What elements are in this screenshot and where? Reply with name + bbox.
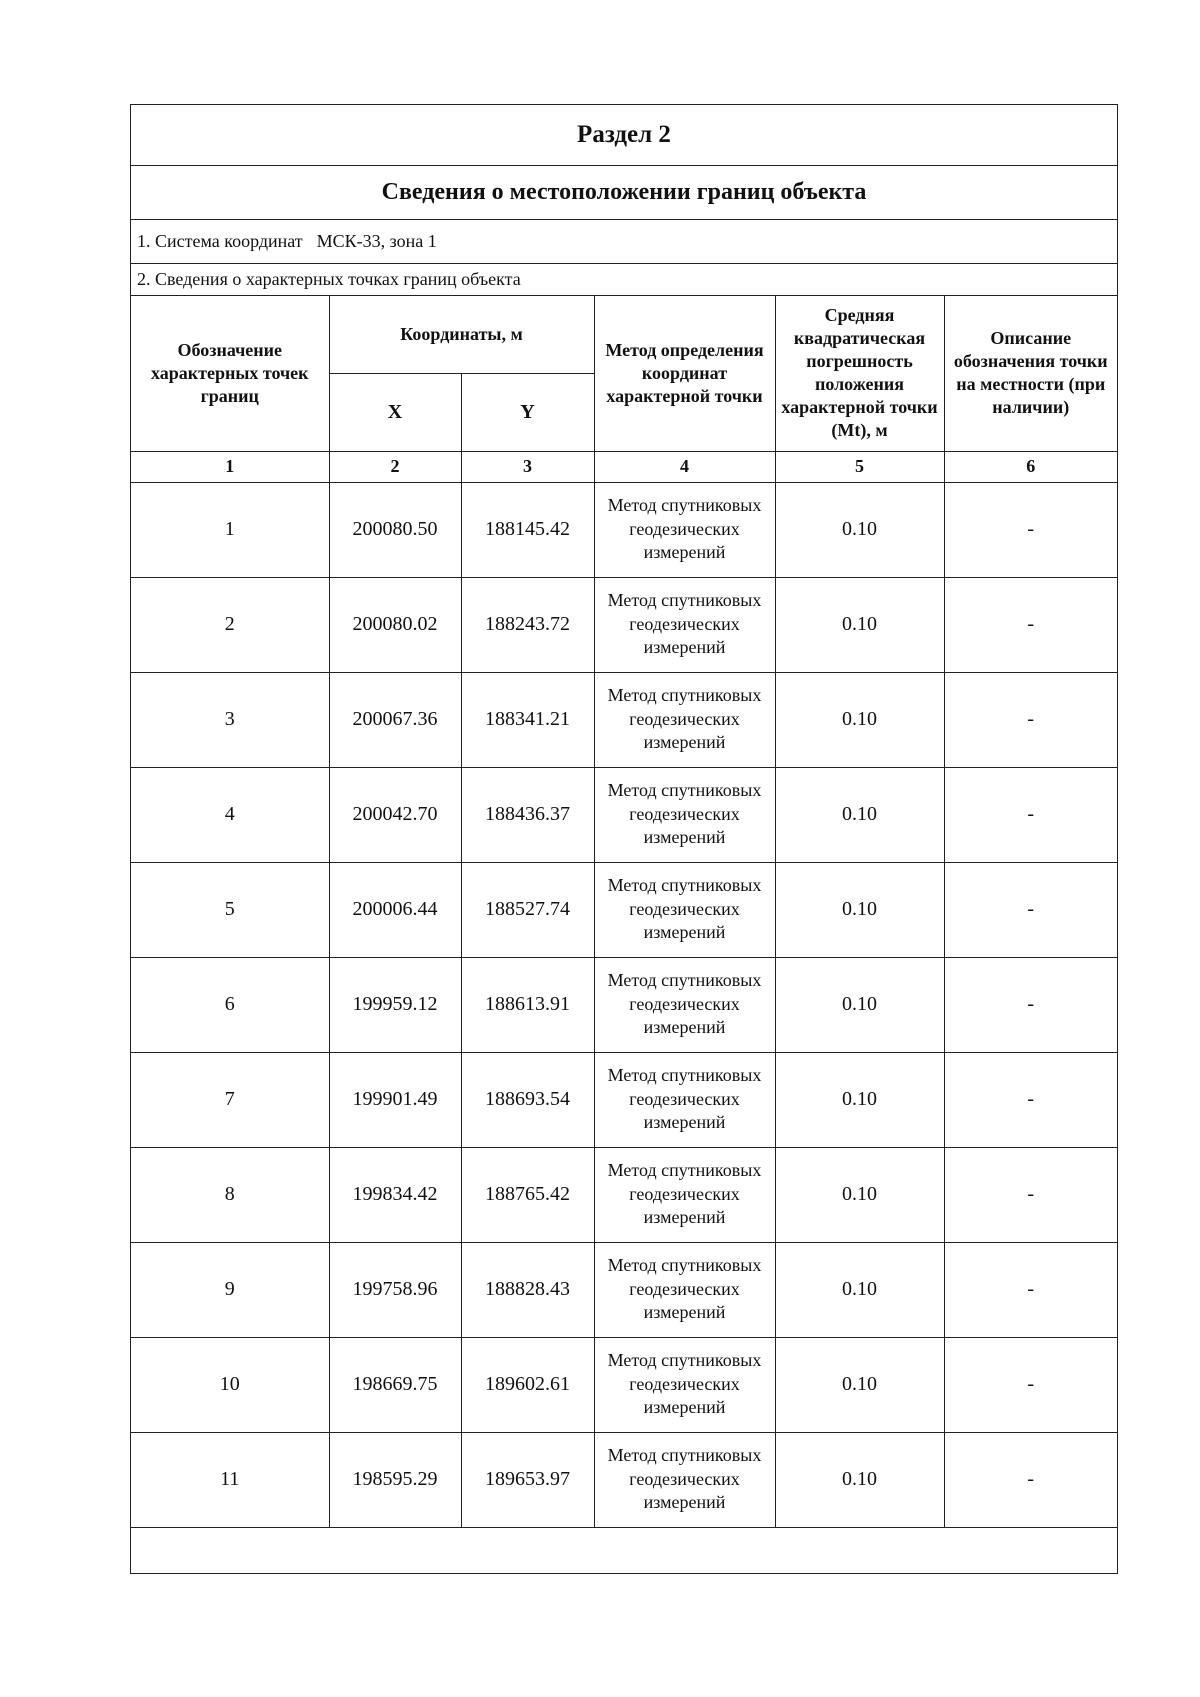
point-error: 0.10 xyxy=(775,767,944,862)
column-number: 5 xyxy=(775,451,944,482)
point-number: 11 xyxy=(131,1432,329,1527)
point-description: - xyxy=(944,1337,1117,1432)
header-coordinates: Координаты, м xyxy=(329,296,594,373)
point-method: Метод спутниковых геодезических измерений xyxy=(594,1242,775,1337)
header-designation: Обозначение характерных точек границ xyxy=(131,296,329,451)
point-error: 0.10 xyxy=(775,1432,944,1527)
point-method: Метод спутниковых геодезических измерений xyxy=(594,1337,775,1432)
empty-footer-row xyxy=(131,1527,1117,1573)
header-y: Y xyxy=(461,373,594,451)
point-description: - xyxy=(944,767,1117,862)
point-description: - xyxy=(944,482,1117,577)
point-number: 10 xyxy=(131,1337,329,1432)
point-number: 1 xyxy=(131,482,329,577)
point-number: 3 xyxy=(131,672,329,767)
coordinate-system-label: 1. Система координат xyxy=(137,231,303,251)
point-y: 189653.97 xyxy=(461,1432,594,1527)
point-error: 0.10 xyxy=(775,577,944,672)
column-number: 3 xyxy=(461,451,594,482)
column-number-row xyxy=(131,451,1117,482)
point-description: - xyxy=(944,1242,1117,1337)
column-number: 4 xyxy=(594,451,775,482)
point-y: 188613.91 xyxy=(461,957,594,1052)
point-x: 200006.44 xyxy=(329,862,461,957)
point-method: Метод спутниковых геодезических измерений xyxy=(594,672,775,767)
point-error: 0.10 xyxy=(775,1337,944,1432)
point-description: - xyxy=(944,577,1117,672)
point-number: 2 xyxy=(131,577,329,672)
column-number: 1 xyxy=(131,451,329,482)
table-row xyxy=(131,1337,1117,1432)
point-x: 199758.96 xyxy=(329,1242,461,1337)
point-y: 188436.37 xyxy=(461,767,594,862)
table-row xyxy=(131,577,1117,672)
point-error: 0.10 xyxy=(775,1242,944,1337)
point-method: Метод спутниковых геодезических измерений xyxy=(594,577,775,672)
point-method: Метод спутниковых геодезических измерений xyxy=(594,767,775,862)
point-y: 188828.43 xyxy=(461,1242,594,1337)
point-y: 189602.61 xyxy=(461,1337,594,1432)
point-y: 188527.74 xyxy=(461,862,594,957)
table-row xyxy=(131,767,1117,862)
point-x: 200080.50 xyxy=(329,482,461,577)
point-description: - xyxy=(944,1052,1117,1147)
column-number: 2 xyxy=(329,451,461,482)
point-description: - xyxy=(944,862,1117,957)
table-row xyxy=(131,1432,1117,1527)
point-y: 188693.54 xyxy=(461,1052,594,1147)
point-error: 0.10 xyxy=(775,862,944,957)
point-y: 188243.72 xyxy=(461,577,594,672)
table-row xyxy=(131,1147,1117,1242)
point-number: 5 xyxy=(131,862,329,957)
point-error: 0.10 xyxy=(775,1147,944,1242)
table-row xyxy=(131,672,1117,767)
point-number: 8 xyxy=(131,1147,329,1242)
point-description: - xyxy=(944,957,1117,1052)
point-number: 6 xyxy=(131,957,329,1052)
table-row xyxy=(131,482,1117,577)
point-method: Метод спутниковых геодезических измерений xyxy=(594,482,775,577)
document-sheet xyxy=(130,104,1118,1574)
point-error: 0.10 xyxy=(775,957,944,1052)
boundary-points-table xyxy=(131,296,1117,1573)
point-method: Метод спутниковых геодезических измерений xyxy=(594,1147,775,1242)
empty-cell xyxy=(131,1527,1117,1573)
header-description: Описание обозначения точки на местности (при наличии) xyxy=(944,296,1117,451)
coordinate-system-line xyxy=(131,220,1117,264)
table-row xyxy=(131,862,1117,957)
point-description: - xyxy=(944,1432,1117,1527)
point-y: 188765.42 xyxy=(461,1147,594,1242)
point-y: 188145.42 xyxy=(461,482,594,577)
point-x: 198595.29 xyxy=(329,1432,461,1527)
point-error: 0.10 xyxy=(775,482,944,577)
header-error: Средняя квадратическая погрешность положения характерной точки (Mt), м xyxy=(775,296,944,451)
coordinate-system-value: МСК-33, зона 1 xyxy=(316,231,437,251)
point-method: Метод спутниковых геодезических измерений xyxy=(594,1052,775,1147)
table-row xyxy=(131,1052,1117,1147)
point-number: 9 xyxy=(131,1242,329,1337)
point-x: 200080.02 xyxy=(329,577,461,672)
point-error: 0.10 xyxy=(775,672,944,767)
point-x: 198669.75 xyxy=(329,1337,461,1432)
point-x: 199959.12 xyxy=(329,957,461,1052)
point-error: 0.10 xyxy=(775,1052,944,1147)
table-row xyxy=(131,1242,1117,1337)
points-heading: 2. Сведения о характерных точках границ объекта xyxy=(131,264,1117,296)
point-description: - xyxy=(944,1147,1117,1242)
point-x: 200067.36 xyxy=(329,672,461,767)
column-number: 6 xyxy=(944,451,1117,482)
section-title: Раздел 2 xyxy=(131,105,1117,166)
point-x: 199834.42 xyxy=(329,1147,461,1242)
point-number: 7 xyxy=(131,1052,329,1147)
point-method: Метод спутниковых геодезических измерений xyxy=(594,957,775,1052)
table-row xyxy=(131,957,1117,1052)
section-subtitle: Сведения о местоположении границ объекта xyxy=(131,166,1117,220)
point-x: 200042.70 xyxy=(329,767,461,862)
point-x: 199901.49 xyxy=(329,1052,461,1147)
point-method: Метод спутниковых геодезических измерений xyxy=(594,1432,775,1527)
point-y: 188341.21 xyxy=(461,672,594,767)
point-number: 4 xyxy=(131,767,329,862)
point-method: Метод спутниковых геодезических измерений xyxy=(594,862,775,957)
point-description: - xyxy=(944,672,1117,767)
header-method: Метод определения координат характерной точки xyxy=(594,296,775,451)
header-x: X xyxy=(329,373,461,451)
